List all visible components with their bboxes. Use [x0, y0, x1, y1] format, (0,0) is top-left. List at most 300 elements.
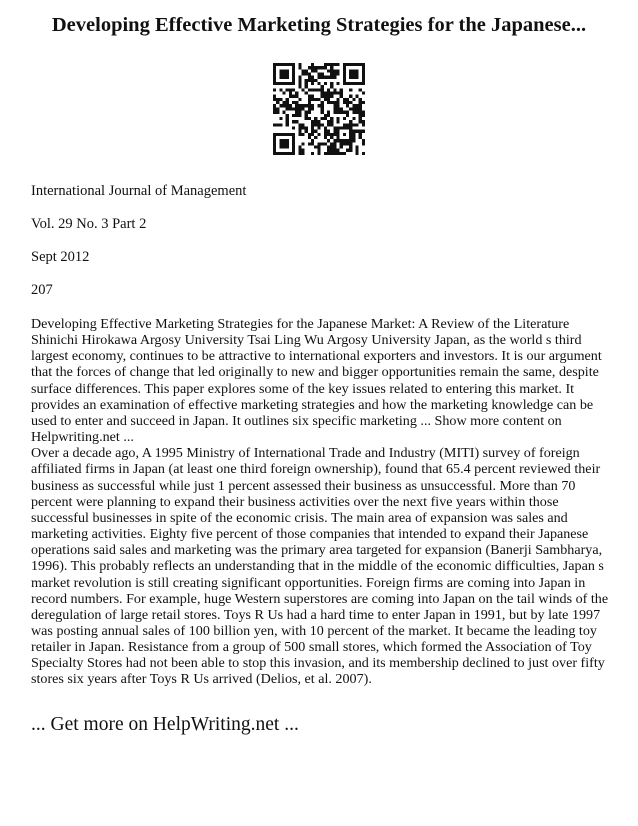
qr-module	[298, 107, 301, 110]
qr-module	[283, 104, 286, 107]
qr-module	[362, 111, 365, 114]
qr-module	[311, 133, 314, 136]
qr-module	[308, 88, 311, 91]
document-title: Developing Effective Marketing Strategies for the Japanese...	[51, 14, 587, 36]
qr-module	[286, 104, 289, 107]
qr-module	[314, 117, 317, 120]
qr-module	[308, 66, 311, 69]
qr-module	[355, 104, 358, 107]
qr-module	[279, 145, 282, 148]
qr-module	[298, 133, 301, 136]
qr-module	[327, 98, 330, 101]
qr-module	[314, 88, 317, 91]
qr-module	[333, 111, 336, 114]
qr-module	[283, 76, 286, 79]
qr-module	[340, 139, 343, 142]
qr-module	[321, 142, 324, 145]
qr-module	[330, 101, 333, 104]
qr-module	[324, 114, 327, 117]
qr-module	[302, 104, 305, 107]
qr-module	[302, 149, 305, 152]
qr-module	[273, 136, 276, 139]
qr-module	[333, 63, 336, 66]
qr-module	[362, 101, 365, 104]
qr-module	[346, 111, 349, 114]
qr-module	[283, 82, 286, 85]
qr-module	[289, 152, 292, 155]
qr-module	[343, 111, 346, 114]
qr-module	[273, 95, 276, 98]
qr-module	[273, 133, 276, 136]
qr-module	[295, 95, 298, 98]
qr-module	[349, 69, 352, 72]
qr-module	[362, 73, 365, 76]
page-number: 207	[31, 282, 53, 298]
qr-module	[346, 123, 349, 126]
qr-module	[324, 95, 327, 98]
qr-module	[286, 69, 289, 72]
qr-module	[279, 88, 282, 91]
qr-module	[286, 82, 289, 85]
qr-module	[340, 152, 343, 155]
qr-module	[336, 69, 339, 72]
qr-module	[336, 139, 339, 142]
qr-code-graphic	[273, 63, 365, 155]
qr-module	[289, 95, 292, 98]
qr-module	[349, 73, 352, 76]
qr-module	[327, 92, 330, 95]
qr-module	[327, 95, 330, 98]
qr-module	[292, 73, 295, 76]
qr-module	[359, 63, 362, 66]
qr-module	[283, 73, 286, 76]
qr-module	[283, 152, 286, 155]
qr-module	[279, 139, 282, 142]
qr-module	[286, 73, 289, 76]
qr-module	[349, 136, 352, 139]
qr-module	[349, 126, 352, 129]
qr-module	[286, 107, 289, 110]
qr-module	[327, 88, 330, 91]
qr-module	[311, 88, 314, 91]
qr-module	[343, 79, 346, 82]
qr-module	[311, 98, 314, 101]
qr-module	[343, 123, 346, 126]
qr-module	[289, 92, 292, 95]
qr-module	[292, 63, 295, 66]
qr-module	[343, 73, 346, 76]
qr-module	[330, 95, 333, 98]
qr-module	[295, 104, 298, 107]
qr-module	[273, 69, 276, 72]
qr-module	[330, 63, 333, 66]
qr-module	[336, 136, 339, 139]
qr-module	[324, 92, 327, 95]
qr-module	[330, 66, 333, 69]
qr-module	[355, 63, 358, 66]
qr-module	[302, 142, 305, 145]
qr-module	[359, 136, 362, 139]
qr-module	[317, 66, 320, 69]
qr-module	[276, 133, 279, 136]
qr-module	[336, 98, 339, 101]
qr-module	[330, 142, 333, 145]
qr-module	[327, 130, 330, 133]
qr-module	[330, 120, 333, 123]
qr-module	[305, 114, 308, 117]
qr-module	[336, 149, 339, 152]
qr-module	[359, 98, 362, 101]
qr-module	[349, 120, 352, 123]
qr-module	[286, 88, 289, 91]
qr-module	[333, 101, 336, 104]
qr-module	[292, 69, 295, 72]
qr-module	[305, 130, 308, 133]
qr-module	[311, 104, 314, 107]
qr-module	[349, 82, 352, 85]
qr-module	[314, 98, 317, 101]
qr-module	[273, 152, 276, 155]
qr-module	[286, 98, 289, 101]
qr-module	[324, 117, 327, 120]
qr-module	[289, 133, 292, 136]
qr-module	[308, 76, 311, 79]
qr-module	[327, 149, 330, 152]
qr-module	[292, 120, 295, 123]
qr-module	[359, 120, 362, 123]
qr-module	[292, 139, 295, 142]
qr-module	[327, 69, 330, 72]
qr-module	[311, 82, 314, 85]
qr-module	[283, 92, 286, 95]
qr-module	[355, 73, 358, 76]
qr-module	[336, 130, 339, 133]
qr-module	[330, 69, 333, 72]
qr-module	[349, 101, 352, 104]
qr-module	[343, 133, 346, 136]
qr-module	[286, 120, 289, 123]
qr-module	[330, 123, 333, 126]
qr-module	[314, 69, 317, 72]
qr-module	[333, 126, 336, 129]
qr-module	[273, 79, 276, 82]
qr-module	[302, 126, 305, 129]
qr-module	[317, 98, 320, 101]
qr-module	[355, 107, 358, 110]
qr-module	[324, 98, 327, 101]
qr-module	[308, 98, 311, 101]
qr-module	[305, 111, 308, 114]
qr-module	[311, 123, 314, 126]
qr-module	[276, 123, 279, 126]
qr-module	[302, 69, 305, 72]
qr-code-image	[273, 63, 365, 155]
qr-module	[308, 142, 311, 145]
qr-module	[321, 117, 324, 120]
qr-module	[298, 98, 301, 101]
qr-module	[336, 133, 339, 136]
qr-module	[311, 69, 314, 72]
qr-module	[327, 114, 330, 117]
qr-module	[321, 88, 324, 91]
qr-module	[343, 139, 346, 142]
qr-module	[352, 73, 355, 76]
qr-module	[330, 85, 333, 88]
qr-module	[273, 66, 276, 69]
qr-module	[289, 63, 292, 66]
qr-module	[362, 63, 365, 66]
qr-module	[362, 130, 365, 133]
qr-module	[343, 98, 346, 101]
qr-module	[305, 92, 308, 95]
qr-module	[305, 79, 308, 82]
qr-module	[273, 139, 276, 142]
qr-module	[321, 95, 324, 98]
qr-module	[349, 95, 352, 98]
qr-module	[308, 117, 311, 120]
qr-module	[295, 107, 298, 110]
qr-module	[343, 117, 346, 120]
qr-module	[283, 63, 286, 66]
qr-module	[352, 82, 355, 85]
qr-module	[336, 111, 339, 114]
qr-module	[276, 111, 279, 114]
qr-module	[327, 76, 330, 79]
qr-module	[333, 107, 336, 110]
qr-module	[327, 133, 330, 136]
qr-module	[311, 76, 314, 79]
qr-module	[298, 76, 301, 79]
qr-module	[362, 123, 365, 126]
qr-module	[362, 152, 365, 155]
qr-module	[311, 107, 314, 110]
qr-module	[305, 82, 308, 85]
qr-module	[292, 149, 295, 152]
qr-module	[314, 136, 317, 139]
qr-module	[340, 126, 343, 129]
qr-module	[292, 142, 295, 145]
qr-module	[273, 107, 276, 110]
qr-module	[308, 107, 311, 110]
qr-module	[333, 92, 336, 95]
qr-module	[336, 92, 339, 95]
qr-module	[359, 133, 362, 136]
qr-module	[273, 142, 276, 145]
qr-module	[286, 139, 289, 142]
qr-module	[321, 123, 324, 126]
qr-module	[317, 149, 320, 152]
qr-module	[346, 142, 349, 145]
qr-module	[311, 120, 314, 123]
qr-module	[317, 126, 320, 129]
qr-module	[302, 133, 305, 136]
qr-module	[279, 117, 282, 120]
qr-module	[324, 66, 327, 69]
qr-module	[298, 123, 301, 126]
qr-module	[279, 73, 282, 76]
qr-module	[336, 104, 339, 107]
qr-module	[359, 111, 362, 114]
qr-module	[336, 82, 339, 85]
qr-module	[292, 95, 295, 98]
qr-module	[298, 114, 301, 117]
qr-module	[273, 63, 276, 66]
qr-module	[346, 149, 349, 152]
qr-module	[355, 145, 358, 148]
qr-module	[362, 114, 365, 117]
qr-module	[273, 98, 276, 101]
qr-module	[336, 73, 339, 76]
qr-module	[279, 152, 282, 155]
qr-module	[292, 101, 295, 104]
qr-module	[298, 63, 301, 66]
qr-module	[308, 136, 311, 139]
qr-module	[289, 88, 292, 91]
qr-module	[292, 152, 295, 155]
qr-module	[327, 101, 330, 104]
qr-module	[321, 76, 324, 79]
qr-module	[298, 130, 301, 133]
qr-module	[336, 117, 339, 120]
qr-module	[327, 145, 330, 148]
qr-module	[305, 117, 308, 120]
qr-module	[314, 123, 317, 126]
qr-module	[317, 82, 320, 85]
qr-module	[302, 152, 305, 155]
qr-module	[343, 142, 346, 145]
qr-module	[279, 63, 282, 66]
qr-module	[321, 73, 324, 76]
qr-module	[317, 73, 320, 76]
qr-module	[343, 126, 346, 129]
qr-module	[292, 133, 295, 136]
qr-module	[283, 139, 286, 142]
qr-module	[298, 152, 301, 155]
qr-module	[349, 149, 352, 152]
qr-module	[343, 66, 346, 69]
qr-module	[292, 107, 295, 110]
qr-module	[295, 111, 298, 114]
qr-module	[292, 79, 295, 82]
qr-module	[286, 145, 289, 148]
qr-module	[324, 133, 327, 136]
qr-module	[333, 139, 336, 142]
qr-module	[273, 111, 276, 114]
qr-module	[308, 133, 311, 136]
qr-module	[327, 139, 330, 142]
qr-module	[330, 73, 333, 76]
qr-module	[346, 82, 349, 85]
qr-module	[314, 66, 317, 69]
qr-module	[327, 111, 330, 114]
qr-module	[302, 107, 305, 110]
qr-module	[314, 79, 317, 82]
qr-module	[333, 152, 336, 155]
qr-module	[292, 145, 295, 148]
qr-module	[349, 88, 352, 91]
get-more-link[interactable]: ... Get more on HelpWriting.net ...	[31, 714, 299, 735]
qr-module	[311, 79, 314, 82]
qr-module	[330, 82, 333, 85]
qr-module	[305, 73, 308, 76]
qr-module	[273, 149, 276, 152]
qr-module	[298, 79, 301, 82]
qr-module	[317, 142, 320, 145]
qr-module	[324, 136, 327, 139]
qr-module	[355, 82, 358, 85]
qr-module	[327, 63, 330, 66]
qr-module	[362, 82, 365, 85]
qr-module	[333, 73, 336, 76]
qr-module	[349, 145, 352, 148]
qr-module	[340, 95, 343, 98]
qr-module	[308, 101, 311, 104]
qr-module	[327, 123, 330, 126]
qr-module	[343, 76, 346, 79]
qr-module	[298, 126, 301, 129]
qr-module	[355, 152, 358, 155]
qr-module	[311, 66, 314, 69]
qr-module	[333, 104, 336, 107]
qr-module	[362, 76, 365, 79]
qr-module	[349, 63, 352, 66]
qr-module	[359, 117, 362, 120]
qr-module	[330, 76, 333, 79]
qr-module	[286, 133, 289, 136]
qr-module	[314, 130, 317, 133]
qr-module	[352, 117, 355, 120]
qr-module	[283, 145, 286, 148]
qr-module	[279, 133, 282, 136]
qr-module	[279, 98, 282, 101]
qr-module	[286, 101, 289, 104]
qr-module	[343, 69, 346, 72]
qr-module	[330, 133, 333, 136]
article-body	[31, 316, 609, 688]
qr-module	[276, 101, 279, 104]
qr-module	[298, 104, 301, 107]
qr-module	[292, 82, 295, 85]
qr-module	[349, 130, 352, 133]
body-paragraph: Developing Effective Marketing Strategies for the Japanese Market: A Review of the Literature Shinichi Hirokawa Argosy University Tsai Ling Wu Argosy University Japan, as the world s third largest economy, continues to be attractive to international exporters and investors. It is our argument that the forces of change that led originally to new and bigger opportunities remain the same, despite surface differences. This paper explores some of the key issues related to entering this market. It provides an examination of effective marketing strategies and how the marketing knowledge can be used to enter and succeed in Japan. It outlines six specific marketing ... Show more content on Helpwriting.net ...	[31, 316, 602, 446]
qr-module	[330, 145, 333, 148]
qr-module	[352, 76, 355, 79]
qr-module	[352, 133, 355, 136]
qr-module	[273, 145, 276, 148]
qr-module	[352, 130, 355, 133]
qr-module	[340, 88, 343, 91]
qr-module	[311, 63, 314, 66]
qr-module	[346, 98, 349, 101]
qr-module	[273, 82, 276, 85]
qr-module	[349, 139, 352, 142]
qr-module	[324, 76, 327, 79]
qr-module	[317, 120, 320, 123]
qr-module	[324, 130, 327, 133]
qr-module	[343, 63, 346, 66]
qr-module	[295, 101, 298, 104]
qr-module	[327, 152, 330, 155]
qr-module	[362, 139, 365, 142]
qr-module	[286, 142, 289, 145]
qr-module	[311, 139, 314, 142]
qr-module	[289, 104, 292, 107]
qr-module	[286, 117, 289, 120]
qr-module	[349, 107, 352, 110]
qr-module	[355, 130, 358, 133]
qr-module	[273, 104, 276, 107]
qr-module	[311, 142, 314, 145]
